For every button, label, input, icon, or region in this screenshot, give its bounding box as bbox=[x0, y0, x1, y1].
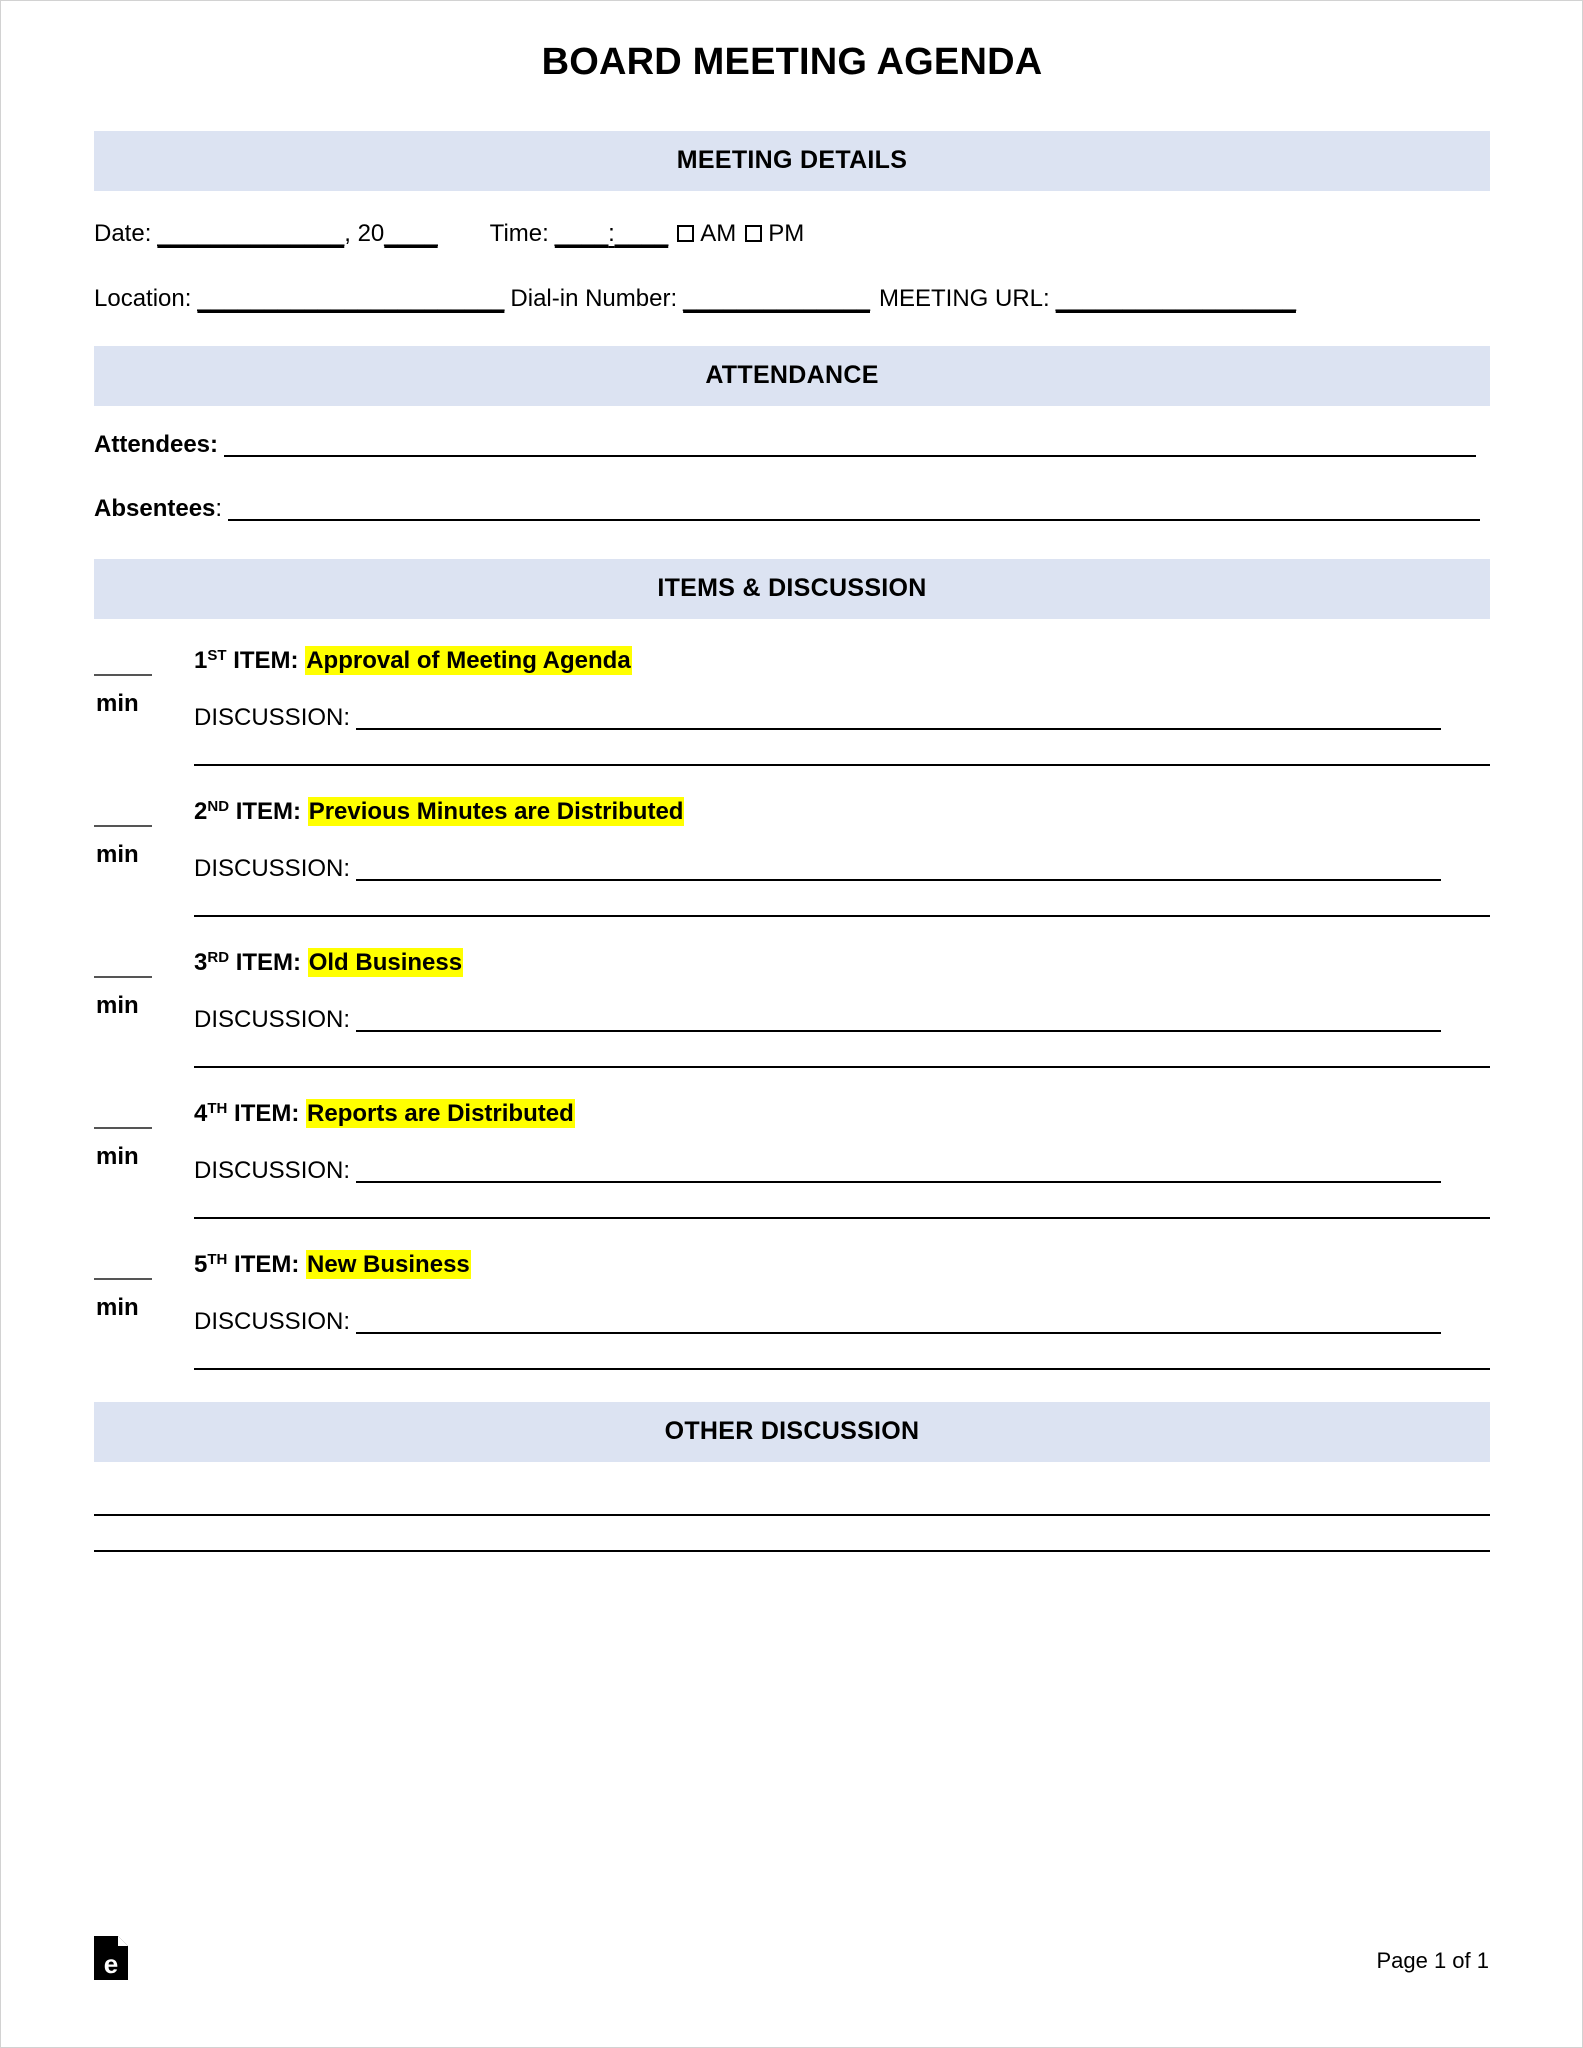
item-discussion-line-1[interactable] bbox=[356, 1312, 1441, 1334]
item-discussion-row bbox=[194, 855, 1490, 883]
attendance-body bbox=[94, 406, 1490, 523]
item-discussion-row bbox=[194, 1308, 1490, 1336]
attendees-label: Attendees: bbox=[94, 430, 219, 458]
item-minutes-blank[interactable] bbox=[94, 1111, 152, 1129]
dialin-label: Dial-in Number: bbox=[510, 284, 678, 312]
agenda-item bbox=[94, 1100, 1490, 1219]
other-discussion-line-1[interactable] bbox=[94, 1480, 1490, 1516]
page-number: Page 1 of 1 bbox=[1376, 1948, 1489, 1973]
eforms-logo-icon bbox=[94, 1936, 128, 1980]
date-time-row bbox=[94, 219, 1490, 249]
item-ordinal: 5 bbox=[194, 1250, 208, 1278]
item-body bbox=[194, 647, 1490, 766]
items-list bbox=[94, 619, 1490, 1370]
time-hour-blank[interactable]: ____ bbox=[554, 219, 609, 247]
discussion-label: DISCUSSION: bbox=[194, 1156, 351, 1184]
item-ordinal-suffix: RD bbox=[207, 948, 230, 966]
item-ordinal-suffix: TH bbox=[207, 1250, 228, 1268]
item-discussion-row bbox=[194, 1157, 1490, 1185]
date-input-blank[interactable]: ______________ bbox=[157, 219, 345, 247]
item-duration bbox=[94, 1100, 194, 1172]
item-discussion-line-2[interactable] bbox=[194, 1342, 1490, 1370]
item-duration bbox=[94, 949, 194, 1021]
item-ordinal: 1 bbox=[194, 646, 208, 674]
other-discussion-line-2[interactable] bbox=[94, 1516, 1490, 1552]
absentees-label-colon: : bbox=[215, 494, 223, 522]
section-banner-items-discussion: ITEMS & DISCUSSION bbox=[94, 559, 1490, 619]
page-title: BOARD MEETING AGENDA bbox=[541, 41, 1043, 83]
item-minutes-label: min bbox=[96, 991, 139, 1019]
item-title: New Business bbox=[307, 1250, 470, 1278]
item-title: Old Business bbox=[308, 948, 463, 976]
section-banner-attendance: ATTENDANCE bbox=[94, 346, 1490, 406]
item-word: ITEM: bbox=[234, 1099, 300, 1127]
item-minutes-blank[interactable] bbox=[94, 1262, 152, 1280]
item-discussion-line-1[interactable] bbox=[356, 859, 1441, 881]
item-body bbox=[194, 1251, 1490, 1370]
discussion-label: DISCUSSION: bbox=[194, 1005, 351, 1033]
item-minutes-blank[interactable] bbox=[94, 809, 152, 827]
item-ordinal-suffix: ND bbox=[207, 797, 230, 815]
document-content bbox=[94, 0, 1490, 1552]
item-title: Reports are Distributed bbox=[307, 1099, 574, 1127]
item-discussion-line-2[interactable] bbox=[194, 1040, 1490, 1068]
item-title-row bbox=[194, 647, 1490, 675]
date-year-blank[interactable]: ____ bbox=[384, 219, 438, 247]
discussion-label: DISCUSSION: bbox=[194, 1307, 351, 1335]
agenda-item bbox=[94, 949, 1490, 1068]
time-colon: : bbox=[608, 219, 615, 247]
item-body bbox=[194, 798, 1490, 917]
absentees-input-blank[interactable] bbox=[228, 499, 1480, 521]
meeting-url-blank[interactable]: __________________ bbox=[1055, 284, 1296, 312]
item-title-row bbox=[194, 949, 1490, 977]
item-discussion-line-2[interactable] bbox=[194, 738, 1490, 766]
item-minutes-label: min bbox=[96, 840, 139, 868]
item-discussion-line-2[interactable] bbox=[194, 1191, 1490, 1219]
item-ordinal-suffix: ST bbox=[207, 646, 227, 664]
item-body bbox=[194, 1100, 1490, 1219]
discussion-label: DISCUSSION: bbox=[194, 703, 351, 731]
item-minutes-label: min bbox=[96, 1293, 139, 1321]
item-ordinal: 3 bbox=[194, 948, 208, 976]
agenda-item bbox=[94, 647, 1490, 766]
item-duration bbox=[94, 798, 194, 870]
section-banner-meeting-details: MEETING DETAILS bbox=[94, 131, 1490, 191]
location-input-blank[interactable]: _______________________ bbox=[197, 284, 505, 312]
dialin-input-blank[interactable]: ______________ bbox=[683, 284, 870, 312]
item-word: ITEM: bbox=[233, 646, 299, 674]
item-word: ITEM: bbox=[235, 948, 302, 976]
item-discussion-line-2[interactable] bbox=[194, 889, 1490, 917]
item-discussion-line-1[interactable] bbox=[356, 1010, 1441, 1032]
item-body bbox=[194, 949, 1490, 1068]
agenda-item bbox=[94, 798, 1490, 917]
item-discussion-line-1[interactable] bbox=[356, 708, 1441, 730]
item-discussion-row bbox=[194, 1006, 1490, 1034]
item-title-row bbox=[194, 798, 1490, 826]
section-banner-other-discussion: OTHER DISCUSSION bbox=[94, 1402, 1490, 1462]
item-ordinal-suffix: TH bbox=[207, 1099, 228, 1117]
pm-label: PM bbox=[768, 219, 805, 247]
agenda-item bbox=[94, 1251, 1490, 1370]
date-label: Date: bbox=[94, 219, 152, 247]
item-minutes-label: min bbox=[96, 1142, 139, 1170]
item-title-row bbox=[194, 1251, 1490, 1279]
item-minutes-blank[interactable] bbox=[94, 960, 152, 978]
attendees-row bbox=[94, 431, 1490, 459]
meeting-details-body bbox=[94, 191, 1490, 314]
page-footer bbox=[94, 1936, 1489, 1984]
pm-checkbox[interactable] bbox=[745, 225, 762, 242]
time-minute-blank[interactable]: ____ bbox=[614, 219, 669, 247]
item-ordinal: 2 bbox=[194, 797, 208, 825]
date-year-prefix: , 20 bbox=[344, 219, 385, 247]
location-row bbox=[94, 284, 1490, 314]
item-minutes-blank[interactable] bbox=[94, 658, 152, 676]
item-title: Previous Minutes are Distributed bbox=[308, 797, 684, 825]
meeting-url-label: MEETING URL: bbox=[879, 284, 1050, 312]
other-discussion-body bbox=[94, 1462, 1490, 1552]
item-ordinal: 4 bbox=[194, 1099, 208, 1127]
am-label: AM bbox=[700, 219, 737, 247]
am-checkbox[interactable] bbox=[677, 225, 694, 242]
item-title-row bbox=[194, 1100, 1490, 1128]
item-word: ITEM: bbox=[234, 1250, 300, 1278]
item-discussion-row bbox=[194, 704, 1490, 732]
svg-text:e: e bbox=[103, 1949, 119, 1979]
item-duration bbox=[94, 1251, 194, 1323]
discussion-label: DISCUSSION: bbox=[194, 854, 351, 882]
item-duration bbox=[94, 647, 194, 719]
absentees-label: Absentees bbox=[94, 494, 216, 522]
attendees-input-blank[interactable] bbox=[224, 435, 1476, 457]
item-discussion-line-1[interactable] bbox=[356, 1161, 1441, 1183]
absentees-row bbox=[94, 495, 1490, 523]
time-label: Time: bbox=[489, 219, 549, 247]
item-minutes-label: min bbox=[96, 689, 139, 717]
item-word: ITEM: bbox=[235, 797, 302, 825]
item-title: Approval of Meeting Agenda bbox=[306, 646, 631, 674]
location-label: Location: bbox=[94, 284, 192, 312]
